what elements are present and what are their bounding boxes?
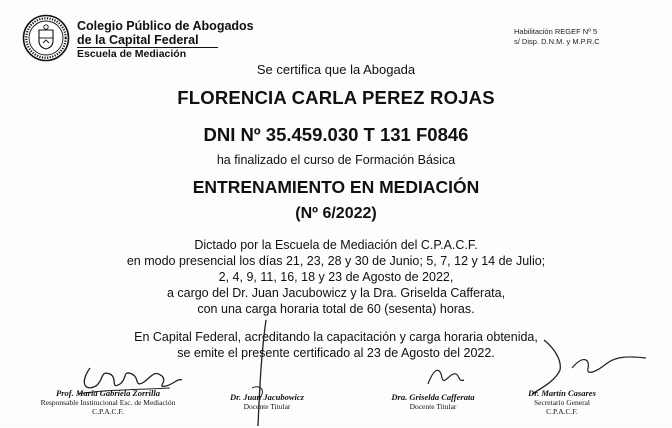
habilitacion-line1: Habilitación REGEF Nº 5 [514,27,598,36]
signature-scribble-jacubowicz [246,318,276,428]
course-detail-line: a cargo del Dr. Juan Jacubowicz y la Dra. Griselda Cafferata, [166,286,506,300]
course-detail-line: con una carga horaria total de 60 (sesenta) horas. [197,302,475,316]
seal-icon [22,14,70,62]
completion-statement: ha finalizado el curso de Formación Básica [216,153,456,167]
signatory-org: C.P.A.C.F. [546,407,578,416]
habilitacion-line2: s/ Disp. D.N.M. y M.P.R.C [514,36,600,46]
signature-scribble-cafferata [420,362,470,392]
course-title: ENTRENAMIENTO EN MEDIACIÓN [192,177,480,197]
org-name-line2: de la Capital Federal [77,33,199,47]
signature-block-cafferata [378,392,488,411]
course-number: (Nº 6/2022) [295,205,377,222]
signatory-role: Secretario General [533,398,590,407]
signatory-role: Docente Titular [409,402,457,411]
signatory-org: C.P.A.C.F. [92,407,124,416]
habilitacion-note [514,27,654,46]
signatory-role: Responsable Institucional Esc. de Mediación [40,398,176,407]
certificate-intro: Se certifica que la Abogada [256,62,416,77]
signature-block-jacubowicz [222,392,312,411]
signatory-name: Dra. Griselda Cafferata [391,392,475,402]
recipient-name: FLORENCIA CARLA PEREZ ROJAS [177,87,495,108]
closing-line1: En Capital Federal, acreditando la capacitación y carga horaria obtenida, [134,330,538,344]
closing-line2: se emite el presente certificado al 23 de Agosto del 2022. [177,346,495,360]
course-detail-line: 2, 4, 9, 11, 16, 18 y 23 de Agosto de 2022, [218,270,454,284]
signatory-name: Prof. María Gabriela Zorrilla [56,388,160,398]
signatory-name: Dr. Martín Casares [528,388,596,398]
course-detail-line: Dictado por la Escuela de Mediación del C.P.A.C.F. [194,238,478,252]
recipient-dni: DNI Nº 35.459.030 T 131 F0846 [203,124,469,145]
school-name: Escuela de Mediación [77,48,187,60]
signature-block-zorrilla [28,388,188,416]
signatory-name: Dr. Juan Jacubowicz [230,392,304,402]
signatory-role: Docente Titular [243,402,291,411]
course-detail-line: en modo presencial los días 21, 23, 28 y 30 de Junio; 5, 7, 12 y 14 de Julio; [126,254,546,268]
org-name-line1: Colegio Público de Abogados [77,19,254,33]
signature-block-casares [512,388,612,416]
